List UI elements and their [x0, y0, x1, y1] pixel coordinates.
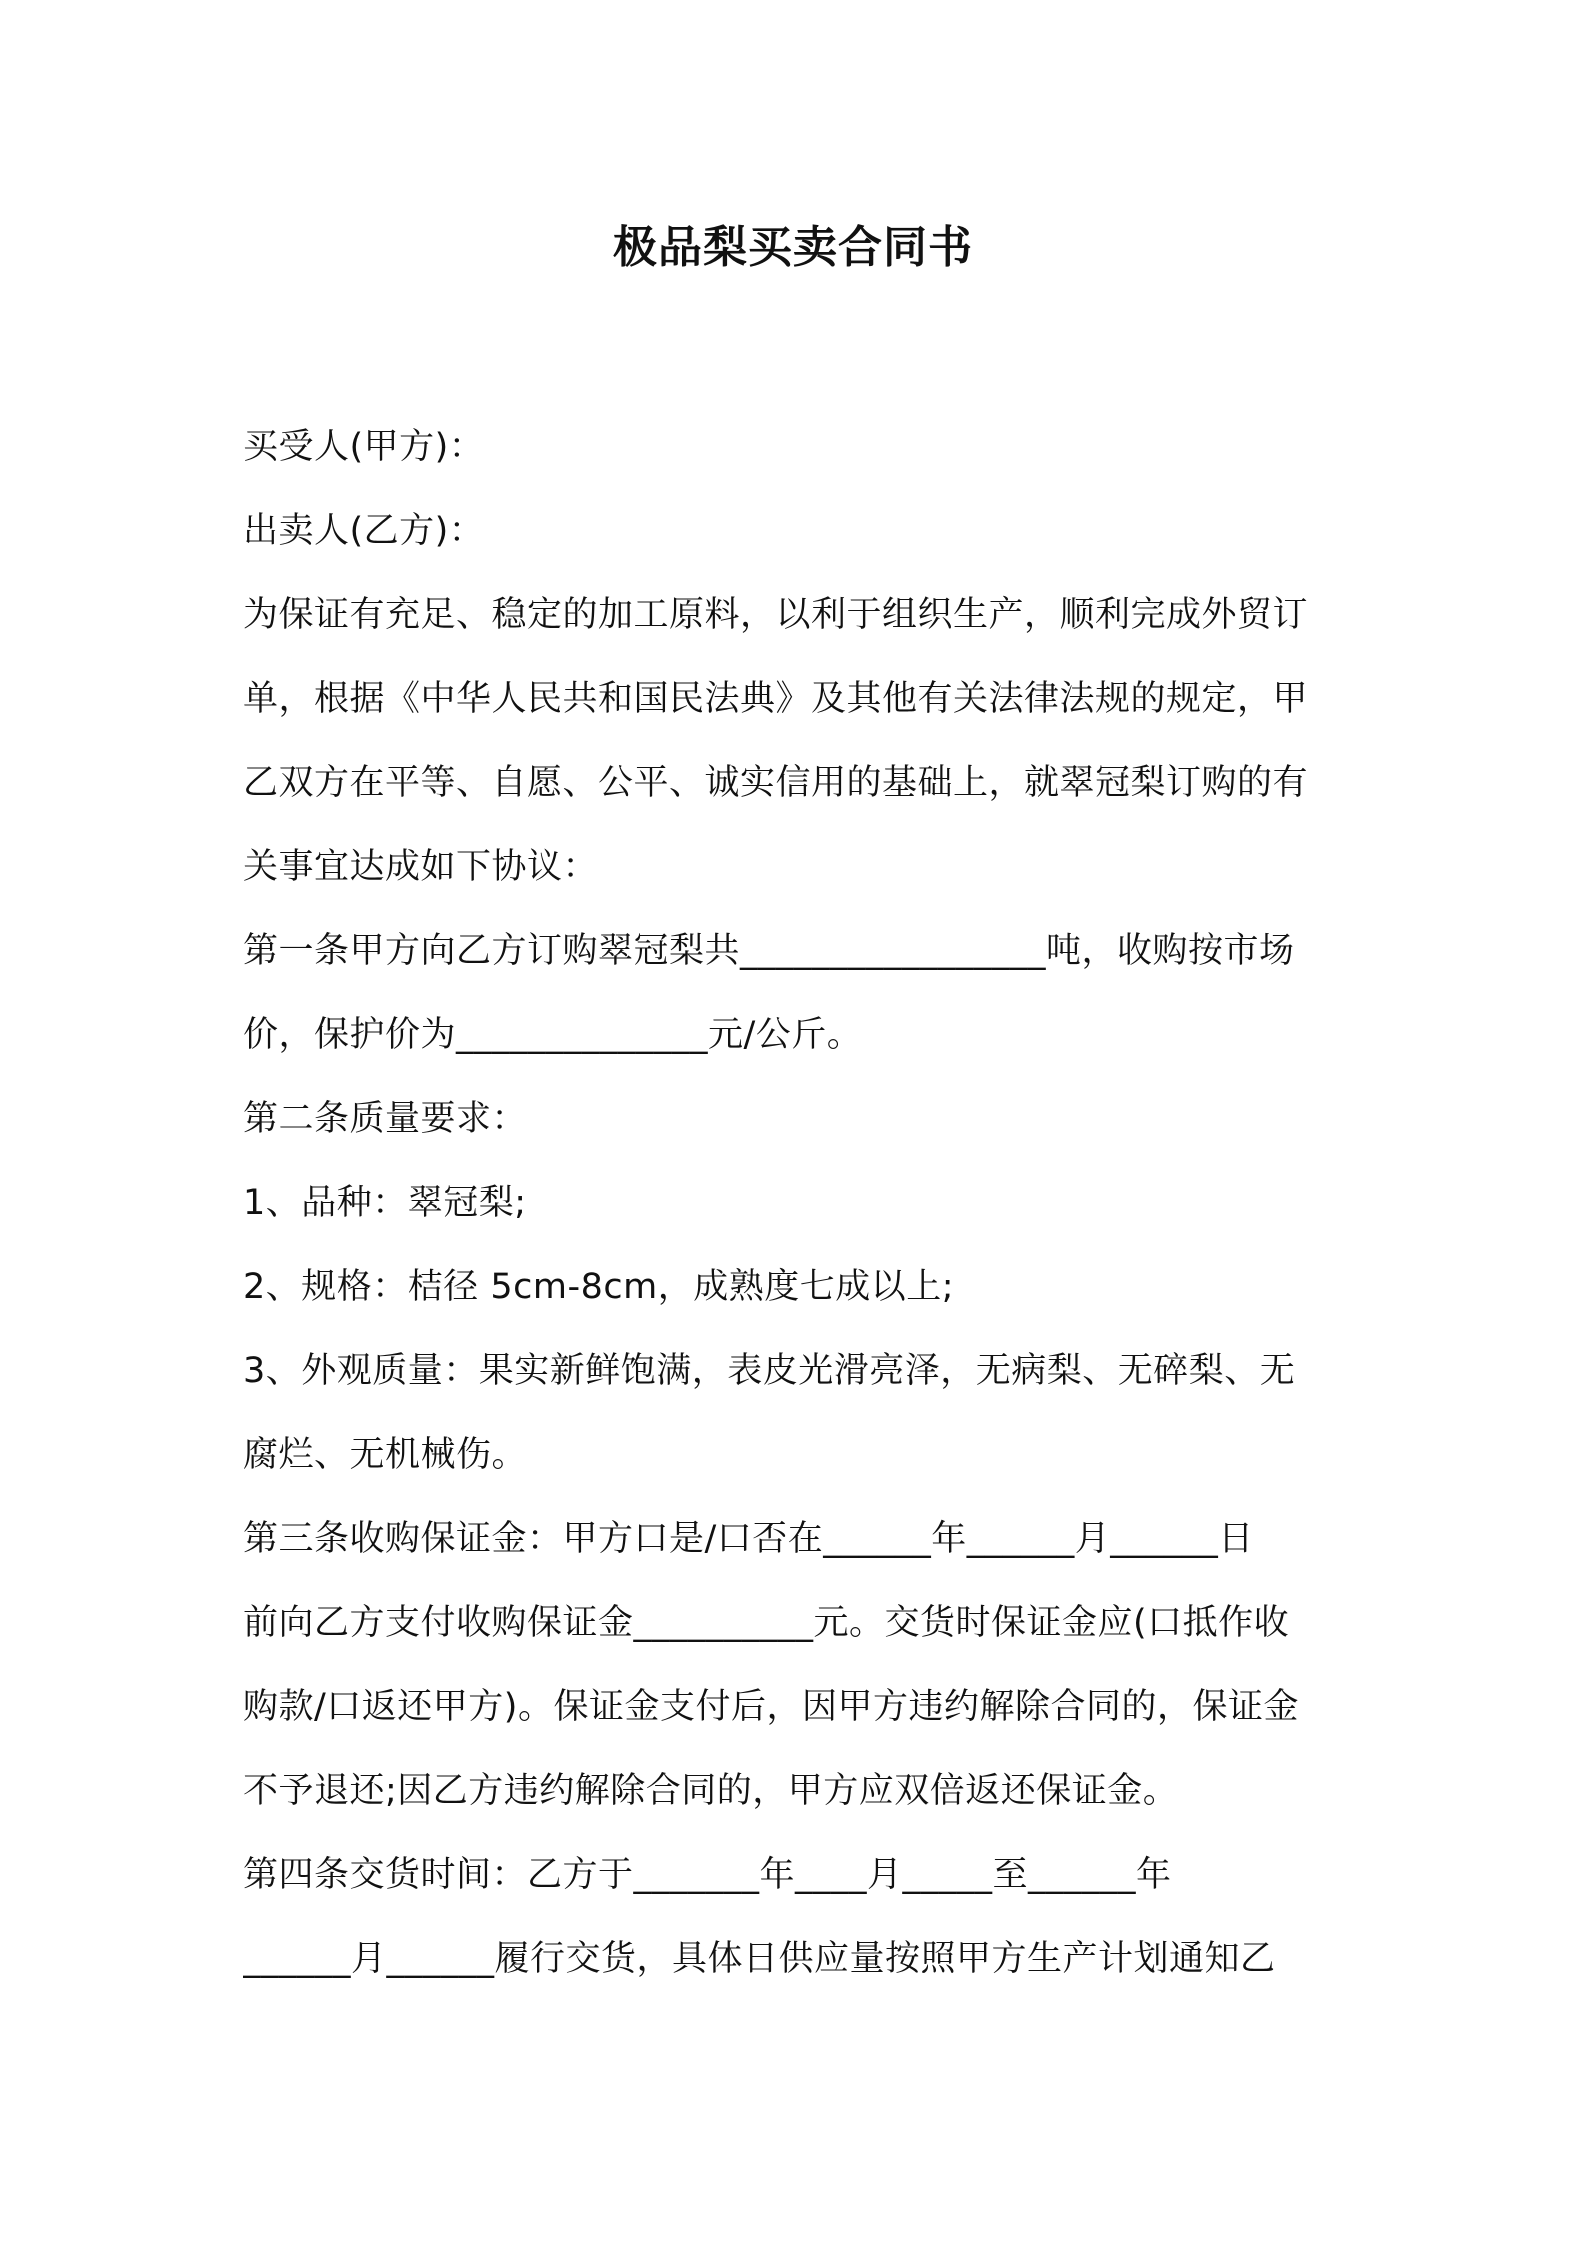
- document-title: 极品梨买卖合同书: [613, 222, 973, 273]
- preamble-line-3: 乙双方在平等、自愿、公平、诚实信用的基础上，就翠冠梨订购的有: [243, 763, 1309, 803]
- article-3-line-2: 前向乙方支付收购保证金__________元。交货时保证金应(口抵作收: [243, 1603, 1290, 1643]
- article-4-line-1: 第四条交货时间：乙方于_______年____月_____至______年: [243, 1855, 1172, 1895]
- seller-line: 出卖人(乙方)：: [243, 511, 485, 551]
- article-2-item-2: 2、规格：桔径 5cm-8cm，成熟度七成以上;: [243, 1267, 955, 1307]
- article-2-item-3-line-1: 3、外观质量：果实新鲜饱满，表皮光滑亮泽，无病梨、无碎梨、无: [243, 1351, 1296, 1391]
- article-4-line-2: ______月______履行交货，具体日供应量按照甲方生产计划通知乙: [243, 1939, 1276, 1979]
- article-3-line-4: 不予退还;因乙方违约解除合同的，甲方应双倍返还保证金。: [243, 1771, 1179, 1811]
- article-3-line-3: 购款/口返还甲方)。保证金支付后，因甲方违约解除合同的，保证金: [243, 1687, 1299, 1727]
- preamble-line-4: 关事宜达成如下协议：: [243, 847, 599, 887]
- article-3-line-1: 第三条收购保证金：甲方口是/口否在______年______月______日: [243, 1519, 1254, 1559]
- document-body: [243, 405, 1353, 2001]
- article-2-item-3-line-2: 腐烂、无机械伤。: [243, 1435, 528, 1475]
- preamble-line-2: 单，根据《中华人民共和国民法典》及其他有关法律法规的规定，甲: [243, 679, 1309, 719]
- article-2-heading: 第二条质量要求：: [243, 1099, 528, 1139]
- article-2-item-1: 1、品种：翠冠梨;: [243, 1183, 527, 1223]
- buyer-line: 买受人(甲方)：: [243, 427, 485, 467]
- article-1-line-1: 第一条甲方向乙方订购翠冠梨共_________________吨，收购按市场: [243, 931, 1295, 971]
- preamble-line-1: 为保证有充足、稳定的加工原料，以利于组织生产，顺利完成外贸订: [243, 595, 1309, 635]
- article-1-line-2: 价，保护价为______________元/公斤。: [243, 1015, 863, 1055]
